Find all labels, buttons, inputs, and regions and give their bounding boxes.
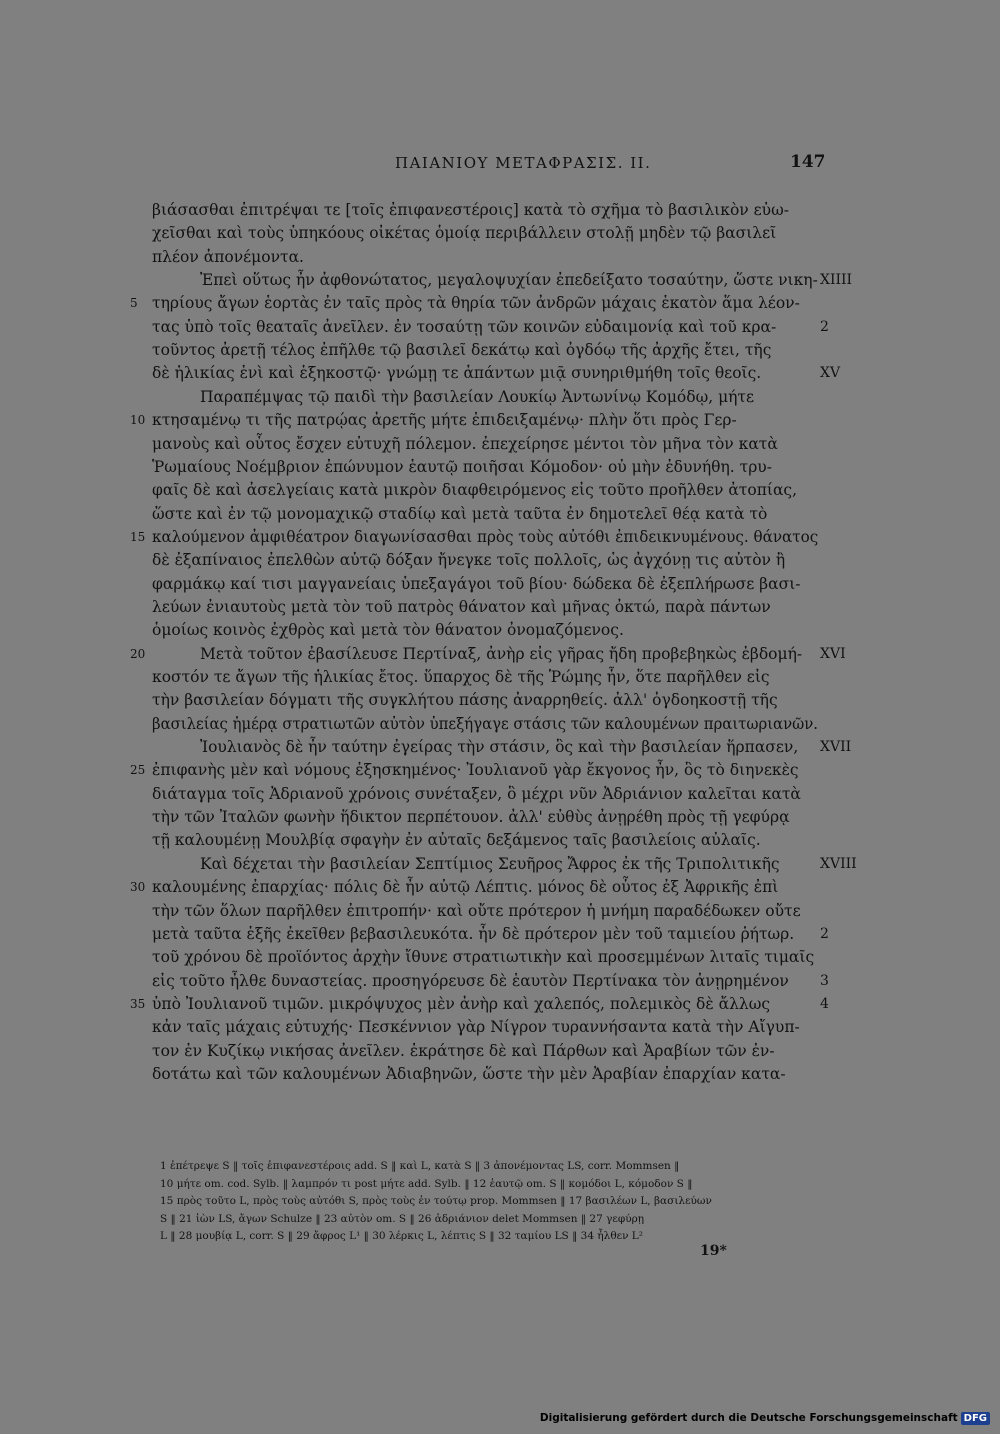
footnote-line: [0, 1227, 1000, 1245]
line-text: φαῖς δὲ καὶ ἀσελγείαις κατὰ μικρὸν διαφθειρόμενος εἰς τοῦτο προῆλθεν ἀτοπίας,: [152, 481, 798, 500]
text-line: [0, 618, 1000, 642]
text-line: [0, 268, 1000, 292]
text-line: [0, 221, 1000, 245]
text-line: [0, 945, 1000, 969]
line-text: καλουμένης ἐπαρχίας· πόλις δὲ ἦν αὐτῷ Λέπτις. μόνος δὲ οὗτος ἐξ Ἀφρικῆς ἐπὶ: [152, 878, 779, 897]
margin-note: XVI: [820, 645, 846, 662]
digitization-credit: [540, 1408, 990, 1428]
line-number: 20: [130, 646, 146, 661]
page-header: [0, 154, 1000, 178]
line-number: 25: [130, 763, 146, 778]
footnote-text: 15 πρὸς τοῦτο L, πρὸς τοὺς αὐτόθι S, πρὸς τοὺς ἐν τούτῳ prop. Mommsen ‖ 17 βασιλέων L, βασιλεύων: [160, 1195, 712, 1207]
text-line: [0, 548, 1000, 572]
line-text: φαρμάκῳ καί τισι μαγγανείαις ὑπεξαγάγοι τοῦ βίου· δώδεκα δὲ ἐξεπλήρωσε βασι-: [152, 574, 801, 593]
page-number: 147: [790, 152, 826, 172]
line-text: τὴν βασιλείαν δόγματι τῆς συγκλήτου πάσης ἀναρρηθείς. ἀλλ' ὀγδοηκοστῇ τῆς: [152, 691, 778, 710]
line-text: μετὰ ταῦτα ἑξῆς ἐκεῖθεν βεβασιλευκότα. ἦν δὲ πρότερον μὲν τοῦ ταμιείου ῥήτωρ.: [152, 924, 795, 943]
margin-note: XV: [820, 365, 841, 382]
line-text: Παραπέμψας τῷ παιδὶ τὴν βασιλείαν Λουκίῳ Ἀντωνίνῳ Κομόδῳ, μήτε: [200, 387, 755, 406]
text-line: [0, 852, 1000, 876]
credit-text: Digitalisierung gefördert durch die Deutsche Forschungsgemeinschaft: [539, 1412, 958, 1424]
line-text: Καὶ δέχεται τὴν βασιλείαν Σεπτίμιος Σευῆρος Ἄφρος ἐκ τῆς Τριπολιτικῆς: [200, 854, 780, 873]
line-text: τῇ καλουμένῃ Μουλβίᾳ σφαγὴν ἐν αὐταῖς δεξάμενος ταῖς βασιλείοις αὐλαῖς.: [152, 831, 761, 850]
line-text: πλέον ἀπονέμοντα.: [152, 247, 304, 266]
text-line: [0, 408, 1000, 432]
signature-mark: 19*: [700, 1243, 727, 1259]
text-line: [0, 595, 1000, 619]
line-text: Μετὰ τοῦτον ἐβασίλευσε Περτίναξ, ἀνὴρ εἰς γῆρας ἤδη προβεβηκὼς ἑβδομή-: [200, 644, 803, 663]
line-text: κοστόν τε ἄγων τῆς ἡλικίας ἔτος. ὕπαρχος δὲ τῆς Ῥώμης ἦν, ὅτε παρῆλθεν εἰς: [152, 668, 770, 686]
text-line: [0, 291, 1000, 315]
line-text: βασιλείας ἡμέρᾳ στρατιωτῶν αὐτὸν ὑπεξήγαγε στάσις τῶν καλουμένων πραιτωριανῶν.: [152, 714, 818, 733]
footnote-line: [0, 1210, 1000, 1228]
text-line: [0, 665, 1000, 689]
margin-note: XVII: [820, 739, 852, 756]
text-line: [0, 642, 1000, 666]
text-line: [0, 245, 1000, 269]
text-line: [0, 338, 1000, 362]
footnote-line: [0, 1192, 1000, 1210]
text-line: [0, 315, 1000, 339]
text-line: [0, 478, 1000, 502]
line-text: τοῦ χρόνου δὲ προϊόντος ἀρχὴν ἴθυνε στρατιωτικὴν καὶ προσεμμένων λιταῖς τιμαῖς: [152, 948, 815, 967]
footnote-text: 1 ἐπέτρεψε S ‖ τοῖς ἐπιφανεστέροις add. S ‖ καὶ L, κατὰ S ‖ 3 ἀπονέμοντας LS, corr. Mommsen ‖: [160, 1160, 680, 1172]
line-text: ἐπιφανὴς μὲν καὶ νόμους ἐξησκημένος· Ἰουλιανοῦ γὰρ ἔκγονος ἦν, ὃς τὸ διηνεκὲς: [152, 761, 799, 780]
line-text: καλούμενον ἀμφιθέατρον διαγωνίσασθαι πρὸς τοὺς αὐτόθι ἐπιδεικνυμένους. θάνατος: [152, 527, 819, 546]
dfg-logo: DFG: [961, 1412, 990, 1425]
text-line: [0, 992, 1000, 1016]
text-line: [0, 1039, 1000, 1063]
line-number: 10: [130, 413, 146, 428]
line-text: λεύων ἐνιαυτοὺς μετὰ τὸν τοῦ πατρὸς θάνατον καὶ μῆνας ὀκτώ, παρὰ πάντων: [152, 597, 771, 616]
margin-note: XVIII: [820, 855, 857, 872]
line-text: βιάσασθαι ἐπιτρέψαι τε [τοῖς ἐπιφανεστέροις] κατὰ τὸ σχῆμα τὸ βασιλικὸν εὐω-: [152, 201, 789, 219]
text-line: [0, 1015, 1000, 1039]
text-line: [0, 455, 1000, 479]
line-text: τηρίους ἄγων ἑορτὰς ἐν ταῖς πρὸς τὰ θηρία τῶν ἀνδρῶν μάχαις ἑκατὸν ἅμα λέον-: [152, 294, 800, 313]
running-title: ΠΑΙΑΝΙΟΥ ΜΕΤΑΦΡΑΣΙΣ. II.: [395, 154, 652, 172]
margin-note: 2: [820, 925, 829, 942]
text-line: [0, 432, 1000, 456]
line-text: κἀν ταῖς μάχαις εὐτυχής· Πεσκέννιον γὰρ Νίγρον τυραννήσαντα κατὰ τὴν Αἴγυπ-: [152, 1018, 800, 1037]
line-text: ὑπὸ Ἰουλιανοῦ τιμῶν. μικρόψυχος μὲν ἀνὴρ καὶ χαλεπός, πολεμικὸς δὲ ἄλλως: [152, 994, 771, 1013]
line-text: τον ἐν Κυζίκῳ νικήσας ἀνεῖλεν. ἐκράτησε δὲ καὶ Πάρθων καὶ Ἀραβίων τῶν ἐν-: [152, 1041, 775, 1060]
line-text: Ἐπεὶ οὕτως ἦν ἀφθονώτατος, μεγαλοψυχίαν ἐπεδείξατο τοσαύτην, ὥστε νικη-: [200, 271, 818, 290]
footnote-line: [0, 1157, 1000, 1175]
line-text: ὥστε καὶ ἐν τῷ μονομαχικῷ σταδίῳ καὶ μετὰ ταῦτα ἐν δημοτελεῖ θέᾳ κατὰ τὸ: [152, 504, 768, 523]
line-text: διάταγμα τοῖς Ἀδριανοῦ χρόνοις συνέταξεν, ὃ μέχρι νῦν Ἀδριάνιον καλεῖται κατὰ: [152, 784, 801, 803]
margin-note: XIIII: [820, 272, 853, 289]
line-text: μανοὺς καὶ οὗτος ἔσχεν εὐτυχῆ πόλεμον. ἐπεχείρησε μέντοι τὸν μῆνα τὸν κατὰ: [152, 434, 778, 453]
line-text: τοῦντος ἀρετῇ τέλος ἐπῆλθε τῷ βασιλεῖ δεκάτῳ καὶ ὀγδόῳ τῆς ἀρχῆς ἔτει, τῆς: [152, 341, 772, 360]
footnote-text: L ‖ 28 μουβίᾳ L, corr. S ‖ 29 ἄφρος L¹ ‖ 30 λέρκις L, λέπτις S ‖ 32 ταμίου LS ‖ 34 ἦλθεν L²: [160, 1230, 643, 1242]
text-line: [0, 525, 1000, 549]
margin-note: 4: [820, 995, 829, 1012]
line-text: Ῥωμαίους Νοέμβριον ἐπώνυμον ἑαυτῷ ποιῆσαι Κόμοδον· οὐ μὴν ἐδυνήθη. τρυ-: [152, 457, 772, 476]
line-text: κτησαμένῳ τι τῆς πατρῴας ἀρετῆς μήτε ἐπιδειξαμένῳ· πλὴν ὅτι πρὸς Γερ-: [152, 411, 737, 430]
text-line: [0, 712, 1000, 736]
line-number: 5: [130, 296, 138, 311]
text-line: [0, 361, 1000, 385]
text-line: [0, 969, 1000, 993]
text-line: [0, 828, 1000, 852]
line-number: 35: [130, 996, 146, 1011]
line-text: ὁμοίως κοινὸς ἐχθρὸς καὶ μετὰ τὸν θάνατον ὀνομαζόμενος.: [152, 621, 624, 640]
footnote-line: [0, 1175, 1000, 1193]
line-text: Ἰουλιανὸς δὲ ἦν ταύτην ἐγείρας τὴν στάσιν, ὃς καὶ τὴν βασιλείαν ἥρπασεν,: [200, 738, 799, 757]
text-line: [0, 735, 1000, 759]
footnote-text: 10 μήτε om. cod. Sylb. ‖ λαμπρόν τι post μήτε add. Sylb. ‖ 12 ἑαυτῷ om. S ‖ κομόδοι L, κόμοδον S ‖: [160, 1177, 693, 1190]
line-text: τὴν τῶν Ἰταλῶν φωνὴν ἥδικτον περπέτουον. ἀλλ' εὐθὺς ἀνῃρέθη πρὸς τῇ γεφύρᾳ: [152, 808, 790, 827]
line-text: δὲ ἐξαπίναιος ἐπελθὼν αὐτῷ δόξαν ἤνεγκε τοῖς πολλοῖς, ὡς ἀγχόνῃ τις αὐτὸν ἢ: [152, 551, 786, 570]
line-text: δὲ ἡλικίας ἑνὶ καὶ ἑξηκοστῷ· γνώμῃ τε ἁπάντων μιᾷ συνηριθμήθη τοῖς θεοῖς.: [152, 364, 762, 383]
text-line: [0, 688, 1000, 712]
line-number: 30: [130, 880, 146, 895]
text-line: [0, 1062, 1000, 1086]
text-line: [0, 782, 1000, 806]
text-line: [0, 758, 1000, 782]
text-line: [0, 875, 1000, 899]
text-line: [0, 385, 1000, 409]
text-line: [0, 899, 1000, 923]
footnote-text: S ‖ 21 ἰὼν LS, ἄγων Schulze ‖ 23 αὐτὸν om. S ‖ 26 ἀδριάνιον delet Mommsen ‖ 27 γεφύρῃ: [160, 1212, 645, 1225]
text-line: [0, 805, 1000, 829]
text-line: [0, 922, 1000, 946]
text-line: [0, 502, 1000, 526]
line-text: τας ὑπὸ τοῖς θεαταῖς ἀνεῖλεν. ἐν τοσαύτῃ τῶν κοινῶν εὐδαιμονίᾳ καὶ τοῦ κρα-: [152, 317, 777, 336]
line-text: εἰς τοῦτο ἦλθε δυναστείας. προσηγόρευσε δὲ ἑαυτὸν Περτίνακα τὸν ἀνῃρημένον: [152, 971, 789, 990]
margin-note: 3: [820, 972, 829, 989]
text-line: [0, 572, 1000, 596]
text-line: [0, 198, 1000, 222]
line-number: 15: [130, 529, 146, 544]
line-text: χεῖσθαι καὶ τοὺς ὑπηκόους οἰκέτας ὁμοίᾳ περιβάλλειν στολῇ μηδὲν τῷ βασιλεῖ: [152, 224, 777, 243]
line-text: δοτάτω καὶ τῶν καλουμένων Ἀδιαβηνῶν, ὥστε τὴν μὲν Ἀραβίαν ἐπαρχίαν κατα-: [152, 1064, 786, 1083]
margin-note: 2: [820, 318, 829, 335]
line-text: τὴν τῶν ὅλων παρῆλθεν ἐπιτροπήν· καὶ οὔτε πρότερον ἡ μνήμη παραδέδωκεν οὔτε: [152, 901, 801, 920]
